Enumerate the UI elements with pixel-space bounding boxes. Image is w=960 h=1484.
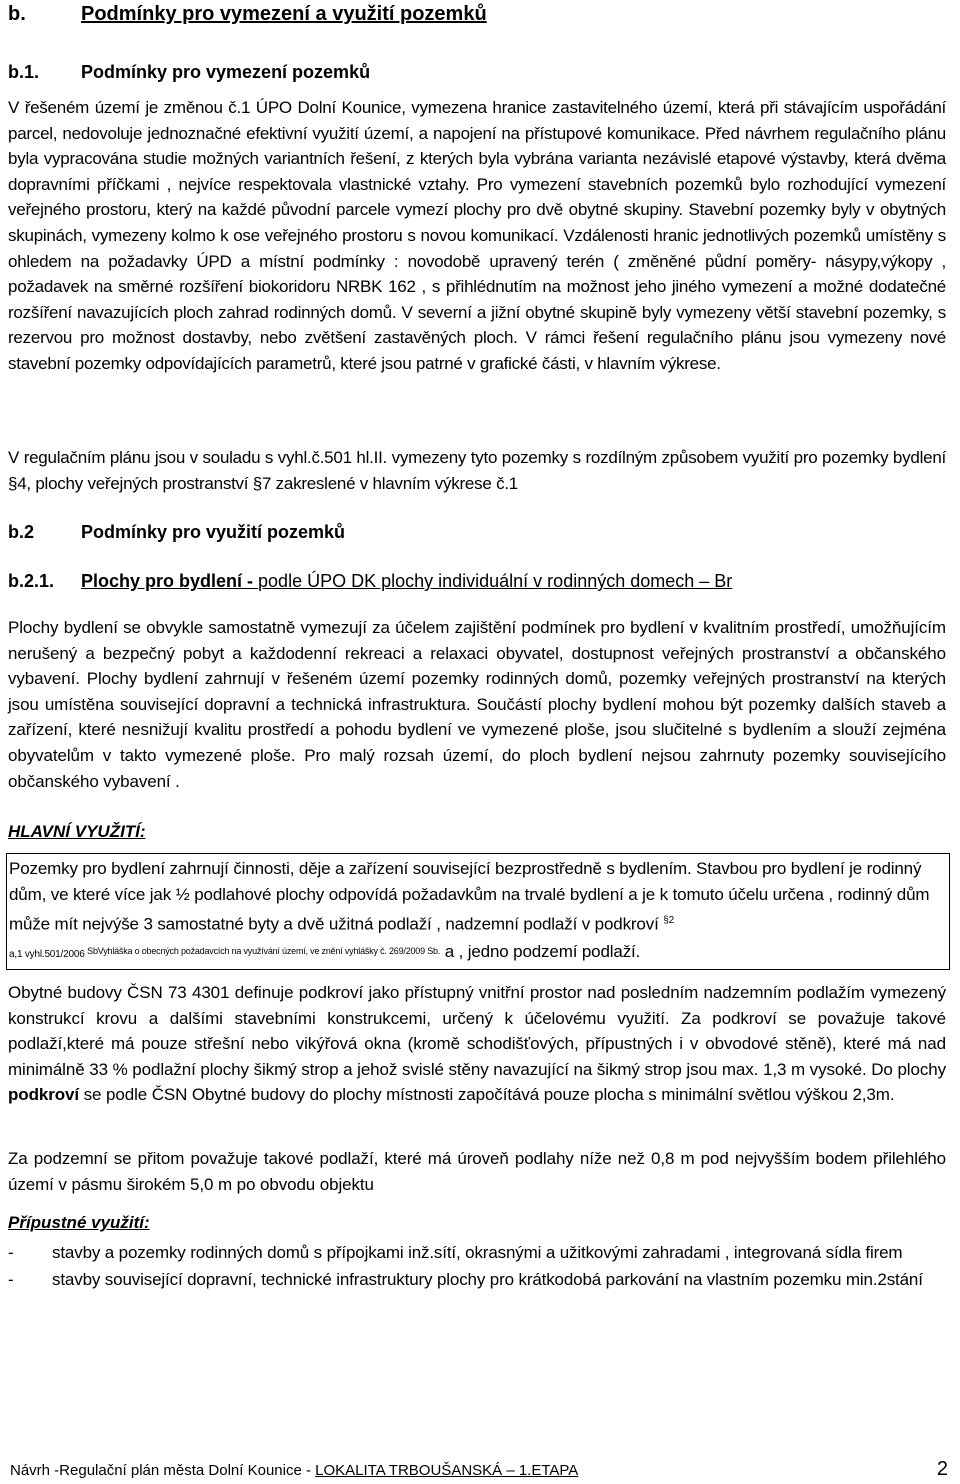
allowed-use-label: Přípustné využití:: [8, 1213, 150, 1232]
allowed-item-1: stavby a pozemky rodinných domů s přípojkami inž.sítí, okrasnými a užitkovými zahradami , integrovaná sídla firem: [52, 1243, 903, 1262]
footer-prefix: Návrh -Regulační plán města Dolní Kounice -: [10, 1462, 316, 1479]
paragraph-housing: Plochy bydlení se obvykle samostatně vymezují za účelem zajištění podmínek pro bydlení v kvalitním prostředí, umožňujícím nerušený a bezpečný pobyt a každodenní rekreaci a relaxaci obyvatel, dostupnost veřejných prostranství a občanského vybavení. Plochy bydlení zahrnují v řešeném území pozemky rodinných domů, pozemky veřejných prostranství na kterých jsou umístěna související dopravní a technická infrastruktura. Součástí plochy bydlení mohou být pozemky dalších staveb a zařízení, které nesnižují kvalitu prostředí a pohodu bydlení ve vymezené ploše, jsou slučitelné s bydlením a slouží zejména obyvatelům v takto vymezené ploše. Pro malý rozsah území, do ploch bydlení nejsou zahrnuty pozemky souvisejícího občanského vybavení .: [8, 618, 946, 791]
page-footer: [10, 1458, 948, 1480]
section-b1-title: Podmínky pro vymezení pozemků: [81, 62, 371, 82]
paragraph-regulation: V regulačním plánu jsou v souladu s vyhl.č.501 hl.II. vymezeny tyto pozemky s rozdílným způsobem využití pro pozemky bydlení §4, plochy veřejných prostranství §7 zakreslené v hlavním výkrese č.1: [8, 448, 946, 493]
dash-mark: -: [8, 1243, 14, 1262]
attic-end: se podle ČSN Obytné budovy do plochy místnosti započítává pouze plocha s minimální světlou výškou 2,3m.: [79, 1085, 895, 1105]
main-heading: [8, 3, 487, 26]
section-b21-title-bold: Plochy pro bydlení -: [81, 571, 259, 591]
allowed-use-list: [8, 1240, 946, 1293]
main-use-label: HLAVNÍ VYUŽITÍ:: [8, 822, 146, 841]
paragraph-intro: V řešeném území je změnou č.1 ÚPO Dolní Kounice, vymezena hranice zastavitelného území, která při stávajícím uspořádání parcel, nedovoluje jednoznačné efektivní využití území, a napojení na přístupové komunikace. Před návrhem regulačního plánu byla vypracována studie možných variantních řešení, z kterých byla vybrána varianta nezávislé etapové výstavby, která dvěma dopravními příčkami , nejvíce respektovala vlastnické vztahy. Pro vymezení stavebních pozemků bylo rozhodující vymezení veřejného prostoru, který na každé původní parcele vymezí plochy pro dvě obytné skupiny. Stavební pozemky byly v obytných skupinách, vymezeny kolmo k ose veřejného prostoru s novou komunikací. Vzdálenosti hranic jednotlivých pozemků umístěny s ohledem na požadavky ÚPD a místní podmínky : novodobě upravený terén ( změněné půdní poměry- násypy,výkopy , požadavek na směrné rozšíření biokoridoru NRBK 162 , s přihlédnutím na možnost jeho jiného vymezení a možné dodatečné rozšíření navazujících ploch zahrad rodinných domů. V severní a jižní obytné skupině byly vymezeny větší stavební pozemky, s rezervou pro možnost dostavby, nebo zvětšení zastavěných ploch. V rámci řešení regulačního plánu jsou vymezeny nové stavební pozemky odpovídajících parametrů, které jsou patrné v grafické části, v hlavním výkrese.: [8, 98, 946, 373]
list-item: [8, 1267, 946, 1293]
footer-locality: LOKALITA TRBOUŠANSKÁ – 1.ETAPA: [315, 1462, 579, 1479]
main-use-ref-b: SbVyhláška o obecných požadavcích na využívání území, ve znění vyhlášky č. 269/2009 Sb.: [87, 945, 441, 956]
main-use-end: a , jedno podzemí podlaží.: [440, 941, 641, 961]
section-b1-number: b.1.: [8, 62, 40, 82]
section-b2-number: b.2: [8, 522, 35, 542]
main-use-box: [6, 853, 950, 970]
section-b2-title: Podmínky pro využití pozemků: [81, 522, 346, 542]
section-b2-heading: [8, 522, 345, 543]
list-item: [8, 1240, 946, 1266]
main-use-text: Pozemky pro bydlení zahrnují činnosti, děje a zařízení související bezprostředně s bydlením. Stavbou pro bydlení je rodinný dům, ve které více jak ½ podlahové plochy odpovídá požadavkům na trvalé bydlení a je k tomuto účelu určena , rodinný dům může mít nejvýše 3 samostatné byty a dvě užitná podlaží , nadzemní podlaží v podkroví: [9, 859, 930, 934]
main-heading-title: Podmínky pro vymezení a využití pozemků: [81, 3, 487, 25]
main-use-sup: §2: [663, 915, 675, 926]
main-heading-number: b.: [8, 3, 26, 25]
section-b21-heading: [8, 571, 732, 592]
attic-text: Obytné budovy ČSN 73 4301 definuje podkroví jako přístupný vnitřní prostor nad posledním nadzemním podlažím vymezený konstrukcí krovu a dalšími stavebními konstrukcemi, určený k účelovému využití. Za podkroví se považuje takové podlaží,které má pouze střešní nebo vikýřová okna (kromě schodišťových, přípustných i v obvodové stěně), které má nad minimálně 33 % podlažní plochy šikmý strop a jehož svislé stěny navazující na šikmý strop jsou max. 1,3 m vysoké. Do plochy: [8, 983, 946, 1079]
attic-bold: podkroví: [8, 1085, 79, 1105]
page-number: 2: [936, 1458, 948, 1480]
allowed-item-2: stavby související dopravní, technické infrastruktury plochy pro krátkodobá parkování na vlastním pozemku min.2stání: [52, 1269, 923, 1289]
section-b21-number: b.2.1.: [8, 571, 55, 591]
section-b21-title-rest: podle ÚPO DK plochy individuální v rodinných domech – Br: [258, 571, 733, 591]
paragraph-basement: Za podzemní se přitom považuje takové podlaží, které má úroveň podlahy níže než 0,8 m pod nejvyšším bodem přilehlého území v pásmu širokém 5,0 m po obvodu objektu: [8, 1149, 946, 1194]
section-b1-heading: [8, 62, 370, 83]
main-use-ref-a: a,1 vyhl.501/2006: [9, 948, 88, 960]
paragraph-attic: [8, 980, 946, 1108]
dash-mark: -: [8, 1269, 14, 1289]
